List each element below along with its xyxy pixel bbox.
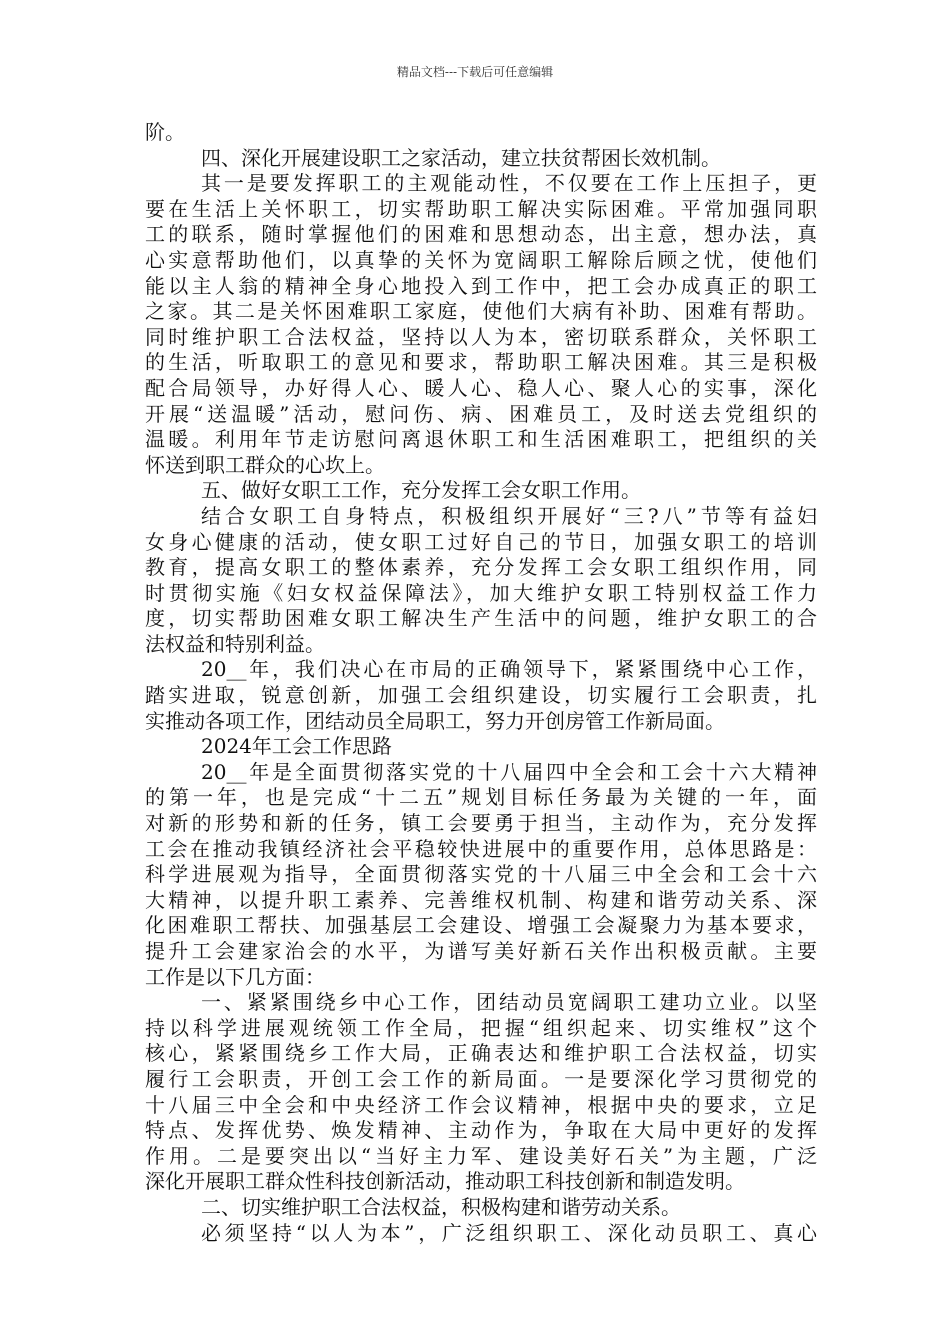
text-line: 2024年工会工作思路 — [201, 734, 392, 759]
text-line: 20__年，我们决心在市局的正确领导下，紧紧围绕中心工作， — [201, 657, 817, 682]
text-line: 工作是以下几方面： — [145, 964, 325, 989]
text-line: 女身心健康的活动，使女职工过好自己的节日，加强女职工的培训 — [145, 529, 817, 554]
text-line: 核心，紧紧围绕乡工作大局，正确表达和维护职工合法权益，切实 — [145, 1041, 817, 1066]
text-line: 的第一年，也是完成“十二五”规划目标任务最为关键的一年，面 — [145, 785, 817, 810]
text-line: 要在生活上关怀职工，切实帮助职工解决实际困难。平常加强同职 — [145, 196, 817, 221]
text-line: 十八届三中全会和中央经济工作会议精神，根据中央的要求，立足 — [145, 1092, 817, 1117]
text-line: 实推动各项工作，团结动员全局职工，努力开创房管工作新局面。 — [145, 708, 725, 733]
text-line: 其一是要发挥职工的主观能动性，不仅要在工作上压担子，更 — [201, 171, 817, 196]
text-line: 履行工会职责，开创工会工作的新局面。一是要深化学习贯彻党的 — [145, 1066, 817, 1091]
text-line: 特点、发挥优势、焕发精神、主动作为，争取在大局中更好的发挥 — [145, 1118, 817, 1143]
text-line: 时贯彻实施《妇女权益保障法》，加大维护女职工特别权益工作力 — [145, 580, 817, 605]
text-line: 作用。二是要突出以“当好主力军、建设美好石关”为主题，广泛 — [145, 1143, 817, 1168]
text-line: 同时维护职工合法权益，坚持以人为本，密切联系群众，关怀职工 — [145, 324, 817, 349]
page-header: 精品文档---下载后可任意编辑 — [396, 65, 554, 79]
text-line: 化困难职工帮扶、加强基层工会建设、增强工会凝聚力为基本要求， — [145, 913, 817, 938]
text-line: 一、紧紧围绕乡中心工作，团结动员宽阔职工建功立业。以坚 — [201, 990, 817, 1015]
text-line: 开展“送温暖”活动，慰问伤、病、困难员工，及时送去党组织的 — [145, 401, 817, 426]
text-line: 四、深化开展建设职工之家活动，建立扶贫帮困长效机制。 — [201, 145, 721, 170]
text-line: 法权益和特别利益。 — [145, 631, 325, 656]
text-line: 结合女职工自身特点，积极组织开展好“三?八”节等有益妇 — [201, 503, 817, 528]
text-line: 心实意帮助他们，以真挚的关怀为宽阔职工解除后顾之忧，使他们 — [145, 247, 817, 272]
text-line: 度，切实帮助困难女职工解决生产生活中的问题，维护女职工的合 — [145, 606, 817, 631]
text-line: 踏实进取，锐意创新，加强工会组织建设，切实履行工会职责，扎 — [145, 683, 817, 708]
text-line: 提升工会建家治会的水平，为谱写美好新石关作出积极贡献。主要 — [145, 939, 817, 963]
text-line: 大精神，以提升职工素养、完善维权机制、构建和谐劳动关系、深 — [145, 887, 817, 912]
text-line: 工的联系，随时掌握他们的困难和思想动态，出主意，想办法，真 — [145, 222, 817, 247]
text-line: 阶。 — [145, 120, 185, 144]
text-line: 深化开展职工群众性科技创新活动，推动职工科技创新和制造发明。 — [145, 1169, 745, 1194]
text-line: 的生活，听取职工的意见和要求，帮助职工解决困难。其三是积极 — [145, 350, 817, 375]
text-line: 二、切实维护职工合法权益，积极构建和谐劳动关系。 — [201, 1194, 681, 1219]
text-line: 五、做好女职工工作，充分发挥工会女职工作用。 — [201, 478, 641, 503]
text-line: 之家。其二是关怀困难职工家庭，使他们大病有补助、困难有帮助。 — [145, 299, 817, 324]
text-line: 持以科学进展观统领工作全局，把握“组织起来、切实维权”这个 — [145, 1015, 817, 1040]
text-line: 教育，提高女职工的整体素养，充分发挥工会女职工组织作用，同 — [145, 555, 817, 580]
text-line: 必须坚持“以人为本”，广泛组织职工、深化动员职工、真心 — [201, 1220, 817, 1245]
text-line: 科学进展观为指导，全面贯彻落实党的十八届三中全会和工会十六 — [145, 862, 817, 887]
text-line: 对新的形势和新的任务，镇工会要勇于担当，主动作为，充分发挥 — [145, 811, 817, 836]
document-body — [145, 120, 817, 1246]
text-line: 怀送到职工群众的心坎上。 — [145, 452, 385, 477]
text-line: 温暖。利用年节走访慰问离退休职工和生活困难职工，把组织的关 — [145, 427, 817, 452]
text-line: 配合局领导，办好得人心、暖人心、稳人心、聚人心的实事，深化 — [145, 375, 817, 400]
text-line: 工会在推动我镇经济社会平稳较快进展中的重要作用，总体思路是： — [145, 836, 817, 861]
text-line: 20__年是全面贯彻落实党的十八届四中全会和工会十六大精神 — [201, 759, 817, 784]
text-line: 能以主人翁的精神全身心地投入到工作中，把工会办成真正的职工 — [145, 273, 817, 298]
